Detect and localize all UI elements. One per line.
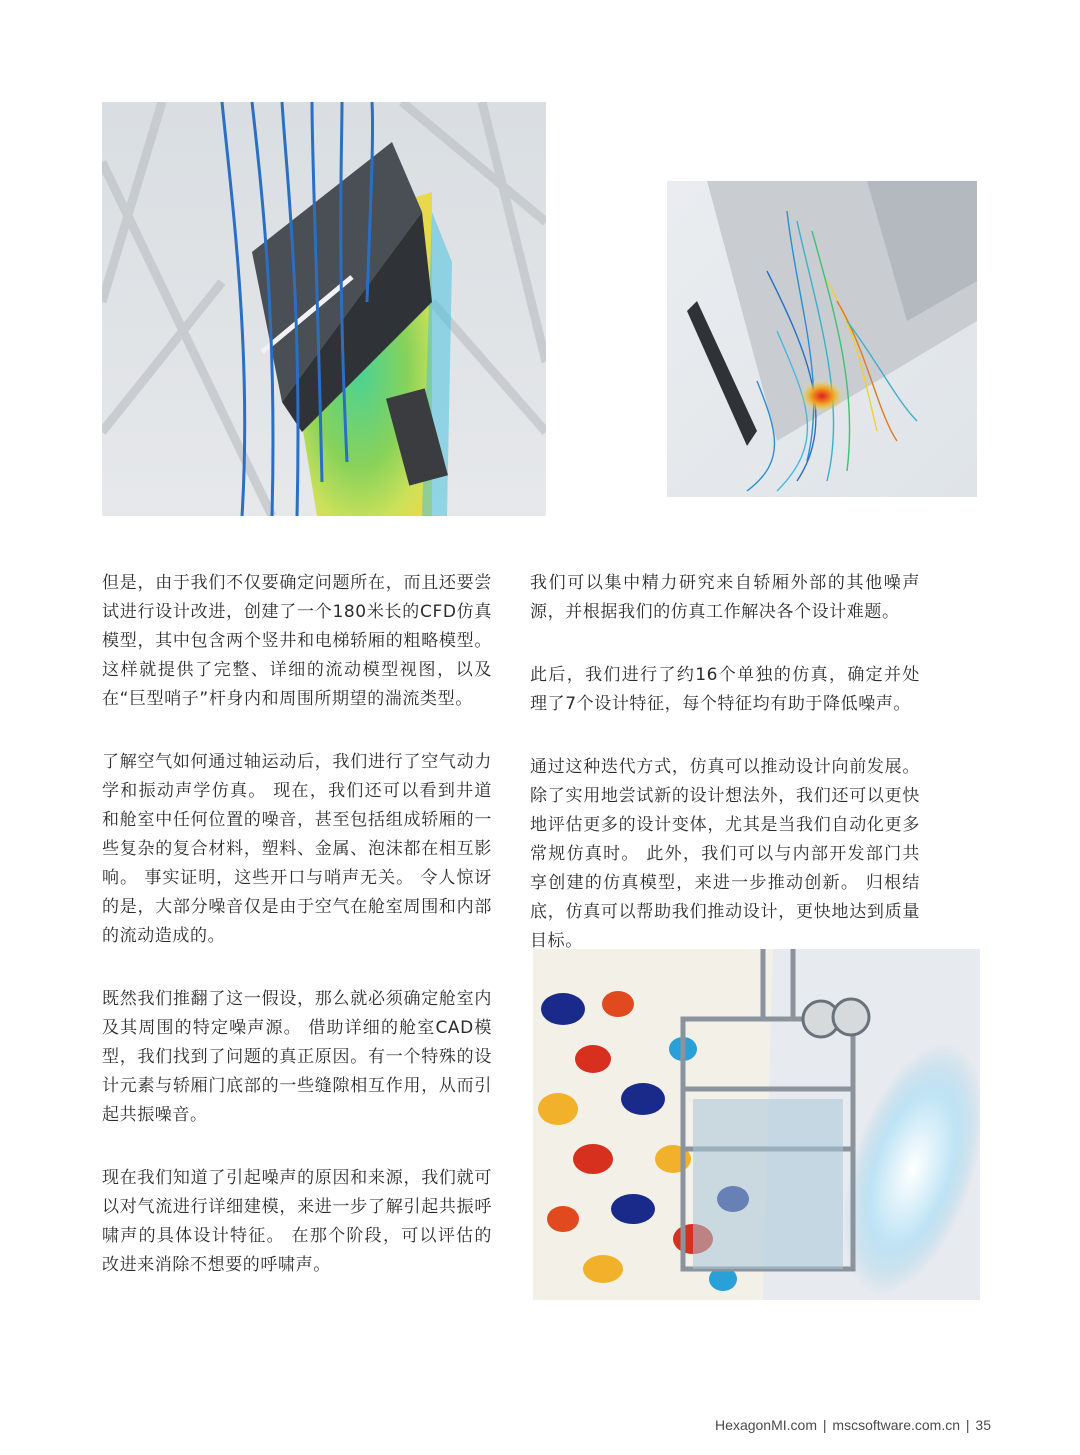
page-footer [714, 1417, 992, 1433]
paragraph: 通过这种迭代方式，仿真可以推动设计向前发展。 除了实用地尝试新的设计想法外，我们还可以更快地评估更多的设计变体，尤其是当我们自动化更多常规仿真时。 此外，我们可以与内部开发部门共享创建的仿真模型，来进一步推动创新。 归根结底，仿真可以帮助我们推动设计，更快地达到质量目标。 [530, 757, 920, 951]
acoustic-wave-field-render [533, 949, 980, 1300]
footer-site-hexagon[interactable]: HexagonMI.com [715, 1417, 817, 1433]
cabin-airflow-streamlines-render [667, 181, 977, 497]
right-text-column [530, 569, 920, 990]
paragraph: 现在我们知道了引起噪声的原因和来源，我们就可以对气流进行详细建模，来进一步了解引起共振呼啸声的具体设计特征。 在那个阶段，可以评估的改进来消除不想要的呼啸声。 [102, 1168, 492, 1275]
footer-site-msc[interactable]: mscsoftware.com.cn [832, 1417, 960, 1433]
paragraph: 但是，由于我们不仅要确定问题所在，而且还要尝试进行设计改进，创建了一个180米长的CFD仿真模型，其中包含两个竖井和电梯轿厢的粗略模型。 这样就提供了完整、详细的流动模型视图，以及在“巨型哨子”杆身内和周围所期望的湍流类型。 [102, 573, 492, 709]
paragraph: 了解空气如何通过轴运动后，我们进行了空气动力学和振动声学仿真。 现在，我们还可以看到井道和舱室中任何位置的噪音，甚至包括组成轿厢的一些复杂的复合材料，塑料、金属、泡沫都在相互影响。 事实证明，这些开口与哨声无关。 令人惊讶的是，大部分噪音仅是由于空气在舱室周围和内部的流动造成的。 [102, 752, 492, 946]
left-text-column [102, 569, 492, 1314]
paragraph: 此后，我们进行了约16个单独的仿真，确定并处理了7个设计特征，每个特征均有助于降低噪声。 [530, 665, 920, 714]
footer-separator: | [965, 1417, 970, 1433]
paragraph: 我们可以集中精力研究来自轿厢外部的其他噪声源，并根据我们的仿真工作解决各个设计难题。 [530, 573, 920, 622]
paragraph: 既然我们推翻了这一假设，那么就必须确定舱室内及其周围的特定噪声源。 借助详细的舱室CAD模型，我们找到了问题的真正原因。有一个特殊的设计元素与轿厢门底部的一些缝隙相互作用，从而引起共振噪音。 [102, 989, 492, 1125]
footer-separator: | [822, 1417, 827, 1433]
elevator-shaft-cfd-render [102, 102, 546, 516]
page-number: 35 [975, 1417, 991, 1433]
